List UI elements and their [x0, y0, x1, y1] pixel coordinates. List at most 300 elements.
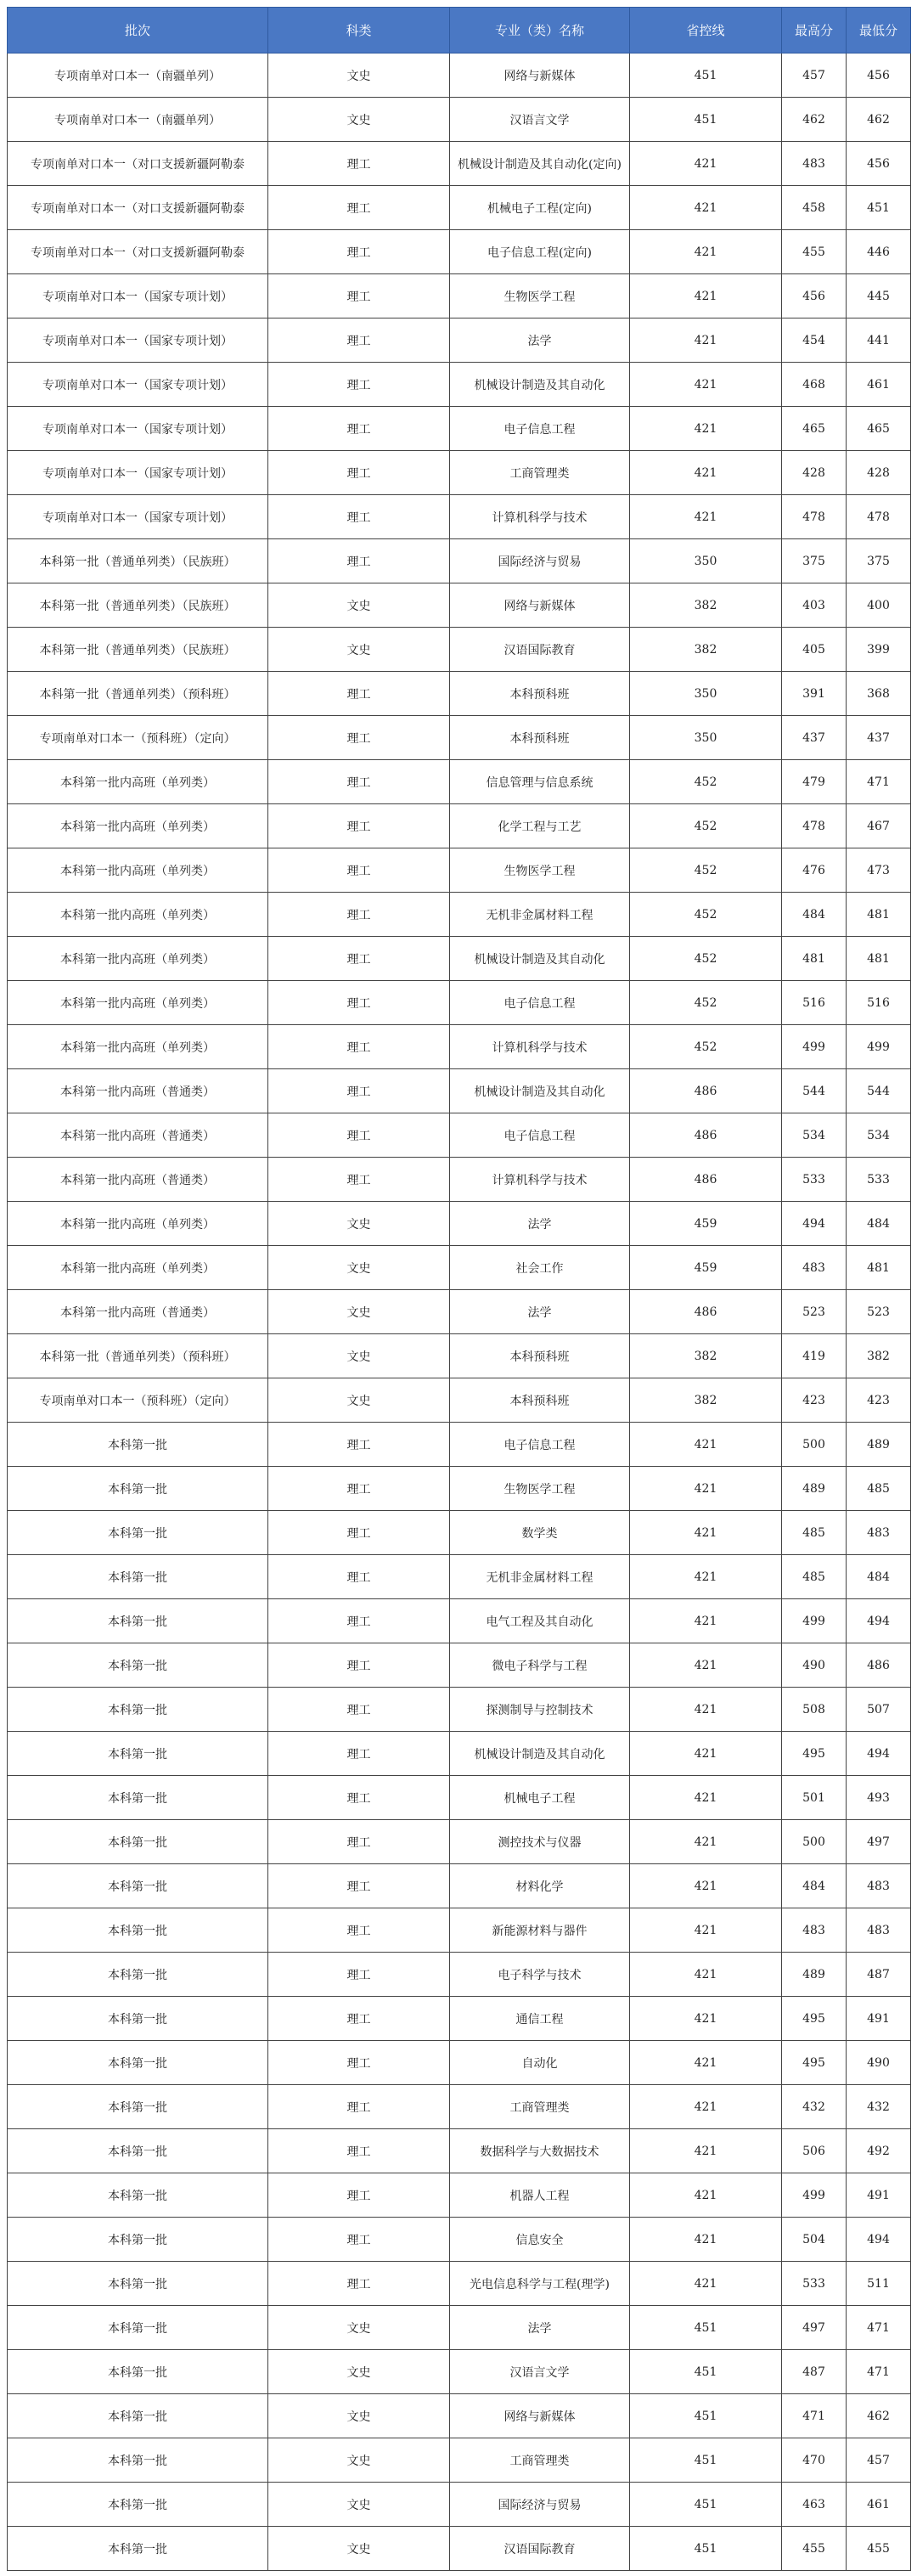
major-cell: 测控技术与仪器 [450, 1820, 630, 1864]
min-score-cell: 511 [847, 2262, 911, 2306]
category-cell: 理工 [268, 937, 450, 981]
max-score-cell: 533 [782, 2262, 847, 2306]
control-line-cell: 421 [630, 2262, 782, 2306]
min-score-cell: 382 [847, 1334, 911, 1378]
batch-cell: 专项南单对口本一（对口支援新疆阿勒泰 [8, 230, 268, 274]
control-line-cell: 452 [630, 1025, 782, 1069]
control-line-cell: 421 [630, 1599, 782, 1643]
category-cell: 文史 [268, 2306, 450, 2350]
batch-cell: 本科第一批 [8, 1776, 268, 1820]
table-row [8, 1688, 911, 1732]
control-line-cell: 452 [630, 804, 782, 848]
batch-cell: 本科第一批 [8, 1555, 268, 1599]
batch-cell: 本科第一批 [8, 1864, 268, 1908]
category-cell: 理工 [268, 848, 450, 893]
major-cell: 数学类 [450, 1511, 630, 1555]
batch-cell: 本科第一批（普通单列类）（预科班） [8, 1334, 268, 1378]
batch-cell: 专项南单对口本一（南疆单列） [8, 54, 268, 98]
major-cell: 电子信息工程 [450, 1423, 630, 1467]
control-line-cell: 421 [630, 2173, 782, 2218]
table-row [8, 1290, 911, 1334]
major-cell: 化学工程与工艺 [450, 804, 630, 848]
control-line-cell: 421 [630, 274, 782, 318]
batch-cell: 专项南单对口本一（预科班）（定向） [8, 1378, 268, 1423]
max-score-cell: 419 [782, 1334, 847, 1378]
table-header-row [8, 8, 911, 54]
major-cell: 电气工程及其自动化 [450, 1599, 630, 1643]
batch-cell: 专项南单对口本一（国家专项计划） [8, 495, 268, 539]
min-score-cell: 491 [847, 1997, 911, 2041]
control-line-cell: 451 [630, 2394, 782, 2438]
min-score-cell: 483 [847, 1908, 911, 1953]
table-row [8, 1113, 911, 1158]
category-cell: 理工 [268, 363, 450, 407]
batch-cell: 本科第一批 [8, 1688, 268, 1732]
category-cell: 理工 [268, 716, 450, 760]
control-line-cell: 382 [630, 1334, 782, 1378]
batch-cell: 本科第一批 [8, 1423, 268, 1467]
batch-cell: 专项南单对口本一（国家专项计划） [8, 451, 268, 495]
major-cell: 机械设计制造及其自动化(定向) [450, 142, 630, 186]
min-score-cell: 465 [847, 407, 911, 451]
batch-cell: 本科第一批内高班（单列类） [8, 848, 268, 893]
category-cell: 理工 [268, 1158, 450, 1202]
table-row [8, 2085, 911, 2129]
major-cell: 材料化学 [450, 1864, 630, 1908]
category-cell: 文史 [268, 2527, 450, 2571]
max-score-cell: 437 [782, 716, 847, 760]
major-cell: 法学 [450, 1290, 630, 1334]
header-control-line: 省控线 [630, 8, 782, 54]
major-cell: 电子信息工程 [450, 1113, 630, 1158]
batch-cell: 本科第一批 [8, 1599, 268, 1643]
category-cell: 理工 [268, 407, 450, 451]
batch-cell: 本科第一批 [8, 2306, 268, 2350]
batch-cell: 本科第一批内高班（普通类） [8, 1069, 268, 1113]
min-score-cell: 516 [847, 981, 911, 1025]
table-row [8, 2483, 911, 2527]
category-cell: 理工 [268, 2173, 450, 2218]
min-score-cell: 494 [847, 1732, 911, 1776]
table-row [8, 1069, 911, 1113]
min-score-cell: 484 [847, 1202, 911, 1246]
batch-cell: 本科第一批内高班（普通类） [8, 1113, 268, 1158]
table-row [8, 1202, 911, 1246]
category-cell: 理工 [268, 2041, 450, 2085]
min-score-cell: 484 [847, 1555, 911, 1599]
category-cell: 理工 [268, 1776, 450, 1820]
major-cell: 微电子科学与工程 [450, 1643, 630, 1688]
batch-cell: 本科第一批 [8, 2527, 268, 2571]
control-line-cell: 421 [630, 2085, 782, 2129]
major-cell: 法学 [450, 1202, 630, 1246]
max-score-cell: 479 [782, 760, 847, 804]
category-cell: 理工 [268, 893, 450, 937]
max-score-cell: 462 [782, 98, 847, 142]
batch-cell: 专项南单对口本一（对口支援新疆阿勒泰 [8, 142, 268, 186]
major-cell: 工商管理类 [450, 2085, 630, 2129]
header-min-score: 最低分 [847, 8, 911, 54]
batch-cell: 本科第一批 [8, 2262, 268, 2306]
max-score-cell: 375 [782, 539, 847, 583]
major-cell: 数据科学与大数据技术 [450, 2129, 630, 2173]
table-row [8, 2527, 911, 2571]
max-score-cell: 483 [782, 142, 847, 186]
table-row [8, 583, 911, 628]
batch-cell: 本科第一批（普通单列类）（民族班） [8, 628, 268, 672]
min-score-cell: 455 [847, 2527, 911, 2571]
control-line-cell: 452 [630, 760, 782, 804]
control-line-cell: 421 [630, 1953, 782, 1997]
min-score-cell: 473 [847, 848, 911, 893]
control-line-cell: 421 [630, 230, 782, 274]
control-line-cell: 421 [630, 451, 782, 495]
category-cell: 理工 [268, 142, 450, 186]
category-cell: 文史 [268, 1246, 450, 1290]
category-cell: 理工 [268, 230, 450, 274]
batch-cell: 本科第一批内高班（普通类） [8, 1158, 268, 1202]
table-row [8, 98, 911, 142]
batch-cell: 本科第一批 [8, 2438, 268, 2483]
major-cell: 电子信息工程(定向) [450, 230, 630, 274]
category-cell: 文史 [268, 98, 450, 142]
category-cell: 文史 [268, 1290, 450, 1334]
table-row [8, 1334, 911, 1378]
major-cell: 法学 [450, 318, 630, 363]
batch-cell: 本科第一批内高班（单列类） [8, 937, 268, 981]
category-cell: 理工 [268, 1997, 450, 2041]
control-line-cell: 452 [630, 893, 782, 937]
batch-cell: 本科第一批 [8, 2041, 268, 2085]
batch-cell: 本科第一批 [8, 1732, 268, 1776]
batch-cell: 本科第一批内高班（单列类） [8, 760, 268, 804]
table-row [8, 1864, 911, 1908]
major-cell: 网络与新媒体 [450, 54, 630, 98]
batch-cell: 本科第一批内高班（单列类） [8, 1202, 268, 1246]
category-cell: 理工 [268, 1820, 450, 1864]
table-row [8, 363, 911, 407]
max-score-cell: 544 [782, 1069, 847, 1113]
min-score-cell: 544 [847, 1069, 911, 1113]
category-cell: 理工 [268, 981, 450, 1025]
category-cell: 理工 [268, 1688, 450, 1732]
min-score-cell: 507 [847, 1688, 911, 1732]
max-score-cell: 481 [782, 937, 847, 981]
table-row [8, 230, 911, 274]
category-cell: 理工 [268, 1864, 450, 1908]
min-score-cell: 499 [847, 1025, 911, 1069]
min-score-cell: 483 [847, 1864, 911, 1908]
max-score-cell: 455 [782, 2527, 847, 2571]
control-line-cell: 459 [630, 1202, 782, 1246]
batch-cell: 专项南单对口本一（国家专项计划） [8, 274, 268, 318]
max-score-cell: 487 [782, 2350, 847, 2394]
max-score-cell: 465 [782, 407, 847, 451]
min-score-cell: 481 [847, 893, 911, 937]
control-line-cell: 486 [630, 1290, 782, 1334]
min-score-cell: 487 [847, 1953, 911, 1997]
table-row [8, 1643, 911, 1688]
table-row [8, 1555, 911, 1599]
min-score-cell: 456 [847, 142, 911, 186]
min-score-cell: 375 [847, 539, 911, 583]
table-row [8, 1423, 911, 1467]
category-cell: 理工 [268, 2218, 450, 2262]
control-line-cell: 421 [630, 1732, 782, 1776]
control-line-cell: 421 [630, 2129, 782, 2173]
table-row [8, 804, 911, 848]
table-row [8, 2041, 911, 2085]
batch-cell: 本科第一批 [8, 1953, 268, 1997]
min-score-cell: 534 [847, 1113, 911, 1158]
major-cell: 汉语言文学 [450, 98, 630, 142]
max-score-cell: 428 [782, 451, 847, 495]
control-line-cell: 382 [630, 583, 782, 628]
category-cell: 理工 [268, 2129, 450, 2173]
table-row [8, 981, 911, 1025]
control-line-cell: 421 [630, 1688, 782, 1732]
max-score-cell: 405 [782, 628, 847, 672]
batch-cell: 本科第一批内高班（单列类） [8, 1025, 268, 1069]
batch-cell: 本科第一批 [8, 1511, 268, 1555]
category-cell: 理工 [268, 1069, 450, 1113]
table-row [8, 186, 911, 230]
table-row [8, 2438, 911, 2483]
category-cell: 理工 [268, 804, 450, 848]
category-cell: 文史 [268, 54, 450, 98]
category-cell: 理工 [268, 1025, 450, 1069]
control-line-cell: 350 [630, 672, 782, 716]
control-line-cell: 451 [630, 2527, 782, 2571]
table-row [8, 760, 911, 804]
min-score-cell: 445 [847, 274, 911, 318]
category-cell: 理工 [268, 495, 450, 539]
major-cell: 电子信息工程 [450, 981, 630, 1025]
control-line-cell: 421 [630, 1908, 782, 1953]
max-score-cell: 534 [782, 1113, 847, 1158]
max-score-cell: 495 [782, 2041, 847, 2085]
control-line-cell: 486 [630, 1069, 782, 1113]
control-line-cell: 350 [630, 716, 782, 760]
table-row [8, 2218, 911, 2262]
major-cell: 新能源材料与器件 [450, 1908, 630, 1953]
batch-cell: 本科第一批 [8, 1643, 268, 1688]
category-cell: 文史 [268, 628, 450, 672]
table-row [8, 1908, 911, 1953]
major-cell: 信息安全 [450, 2218, 630, 2262]
min-score-cell: 451 [847, 186, 911, 230]
major-cell: 本科预科班 [450, 1378, 630, 1423]
table-row [8, 54, 911, 98]
major-cell: 网络与新媒体 [450, 2394, 630, 2438]
batch-cell: 专项南单对口本一（对口支援新疆阿勒泰 [8, 186, 268, 230]
category-cell: 理工 [268, 2085, 450, 2129]
max-score-cell: 455 [782, 230, 847, 274]
batch-cell: 本科第一批 [8, 2085, 268, 2129]
major-cell: 光电信息科学与工程(理学) [450, 2262, 630, 2306]
table-row [8, 2173, 911, 2218]
min-score-cell: 399 [847, 628, 911, 672]
major-cell: 自动化 [450, 2041, 630, 2085]
min-score-cell: 533 [847, 1158, 911, 1202]
table-body [8, 54, 911, 2571]
category-cell: 理工 [268, 1599, 450, 1643]
batch-cell: 本科第一批（普通单列类）（民族班） [8, 583, 268, 628]
max-score-cell: 499 [782, 1025, 847, 1069]
category-cell: 理工 [268, 1511, 450, 1555]
max-score-cell: 499 [782, 1599, 847, 1643]
control-line-cell: 421 [630, 318, 782, 363]
table-row [8, 1776, 911, 1820]
category-cell: 理工 [268, 539, 450, 583]
category-cell: 理工 [268, 451, 450, 495]
batch-cell: 本科第一批内高班（单列类） [8, 804, 268, 848]
major-cell: 机器人工程 [450, 2173, 630, 2218]
min-score-cell: 462 [847, 2394, 911, 2438]
table-row [8, 1467, 911, 1511]
batch-cell: 本科第一批 [8, 2394, 268, 2438]
batch-cell: 本科第一批 [8, 1820, 268, 1864]
major-cell: 机械设计制造及其自动化 [450, 937, 630, 981]
major-cell: 机械电子工程(定向) [450, 186, 630, 230]
control-line-cell: 421 [630, 1820, 782, 1864]
category-cell: 理工 [268, 1113, 450, 1158]
control-line-cell: 452 [630, 981, 782, 1025]
category-cell: 文史 [268, 1334, 450, 1378]
major-cell: 生物医学工程 [450, 274, 630, 318]
batch-cell: 本科第一批 [8, 2173, 268, 2218]
min-score-cell: 423 [847, 1378, 911, 1423]
control-line-cell: 459 [630, 1246, 782, 1290]
table-row [8, 2306, 911, 2350]
max-score-cell: 499 [782, 2173, 847, 2218]
min-score-cell: 441 [847, 318, 911, 363]
batch-cell: 专项南单对口本一（国家专项计划） [8, 363, 268, 407]
max-score-cell: 484 [782, 1864, 847, 1908]
max-score-cell: 478 [782, 804, 847, 848]
max-score-cell: 504 [782, 2218, 847, 2262]
table-row [8, 716, 911, 760]
table-row [8, 2262, 911, 2306]
batch-cell: 专项南单对口本一（预科班）（定向） [8, 716, 268, 760]
control-line-cell: 486 [630, 1113, 782, 1158]
max-score-cell: 457 [782, 54, 847, 98]
major-cell: 电子信息工程 [450, 407, 630, 451]
min-score-cell: 489 [847, 1423, 911, 1467]
category-cell: 理工 [268, 1953, 450, 1997]
table-row [8, 2350, 911, 2394]
min-score-cell: 494 [847, 2218, 911, 2262]
min-score-cell: 490 [847, 2041, 911, 2085]
control-line-cell: 451 [630, 2438, 782, 2483]
table-row [8, 2129, 911, 2173]
max-score-cell: 454 [782, 318, 847, 363]
min-score-cell: 486 [847, 1643, 911, 1688]
batch-cell: 本科第一批 [8, 2129, 268, 2173]
max-score-cell: 489 [782, 1467, 847, 1511]
min-score-cell: 497 [847, 1820, 911, 1864]
control-line-cell: 486 [630, 1158, 782, 1202]
category-cell: 理工 [268, 1555, 450, 1599]
table-row [8, 893, 911, 937]
control-line-cell: 421 [630, 1467, 782, 1511]
batch-cell: 本科第一批（普通单列类）（预科班） [8, 672, 268, 716]
batch-cell: 专项南单对口本一（国家专项计划） [8, 318, 268, 363]
batch-cell: 专项南单对口本一（南疆单列） [8, 98, 268, 142]
min-score-cell: 481 [847, 1246, 911, 1290]
table-row [8, 1246, 911, 1290]
table-row [8, 407, 911, 451]
table-row [8, 1953, 911, 1997]
min-score-cell: 368 [847, 672, 911, 716]
min-score-cell: 523 [847, 1290, 911, 1334]
header-batch: 批次 [8, 8, 268, 54]
major-cell: 生物医学工程 [450, 848, 630, 893]
max-score-cell: 423 [782, 1378, 847, 1423]
table-row [8, 1378, 911, 1423]
max-score-cell: 468 [782, 363, 847, 407]
major-cell: 机械设计制造及其自动化 [450, 363, 630, 407]
min-score-cell: 471 [847, 760, 911, 804]
table-row [8, 1732, 911, 1776]
max-score-cell: 476 [782, 848, 847, 893]
table-row [8, 318, 911, 363]
min-score-cell: 446 [847, 230, 911, 274]
major-cell: 无机非金属材料工程 [450, 1555, 630, 1599]
max-score-cell: 483 [782, 1908, 847, 1953]
control-line-cell: 421 [630, 1555, 782, 1599]
min-score-cell: 478 [847, 495, 911, 539]
control-line-cell: 451 [630, 54, 782, 98]
max-score-cell: 483 [782, 1246, 847, 1290]
table-row [8, 937, 911, 981]
min-score-cell: 462 [847, 98, 911, 142]
control-line-cell: 421 [630, 186, 782, 230]
major-cell: 工商管理类 [450, 451, 630, 495]
control-line-cell: 452 [630, 848, 782, 893]
table-row [8, 1820, 911, 1864]
min-score-cell: 428 [847, 451, 911, 495]
max-score-cell: 470 [782, 2438, 847, 2483]
min-score-cell: 485 [847, 1467, 911, 1511]
batch-cell: 本科第一批（普通单列类）（民族班） [8, 539, 268, 583]
major-cell: 计算机科学与技术 [450, 495, 630, 539]
table-row [8, 451, 911, 495]
batch-cell: 本科第一批 [8, 1997, 268, 2041]
batch-cell: 本科第一批 [8, 2350, 268, 2394]
max-score-cell: 506 [782, 2129, 847, 2173]
category-cell: 文史 [268, 2394, 450, 2438]
batch-cell: 本科第一批 [8, 1908, 268, 1953]
min-score-cell: 432 [847, 2085, 911, 2129]
control-line-cell: 421 [630, 363, 782, 407]
max-score-cell: 489 [782, 1953, 847, 1997]
major-cell: 国际经济与贸易 [450, 2483, 630, 2527]
major-cell: 法学 [450, 2306, 630, 2350]
control-line-cell: 452 [630, 937, 782, 981]
control-line-cell: 451 [630, 98, 782, 142]
major-cell: 工商管理类 [450, 2438, 630, 2483]
category-cell: 理工 [268, 1423, 450, 1467]
category-cell: 文史 [268, 2483, 450, 2527]
header-major: 专业（类）名称 [450, 8, 630, 54]
min-score-cell: 493 [847, 1776, 911, 1820]
control-line-cell: 421 [630, 1423, 782, 1467]
table-row [8, 1158, 911, 1202]
max-score-cell: 432 [782, 2085, 847, 2129]
max-score-cell: 497 [782, 2306, 847, 2350]
max-score-cell: 471 [782, 2394, 847, 2438]
